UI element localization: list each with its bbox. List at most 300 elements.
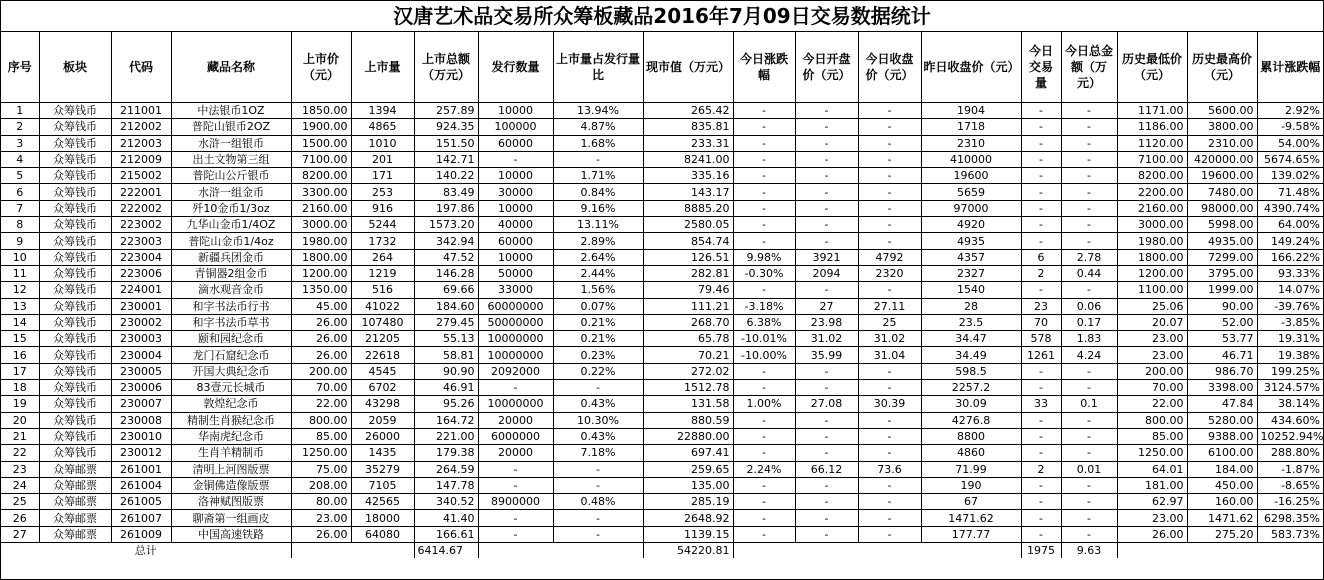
- table-cell: -: [478, 380, 553, 396]
- table-cell: -: [858, 200, 921, 216]
- table-cell: -: [858, 151, 921, 167]
- table-cell: -39.76%: [1257, 298, 1323, 314]
- table-cell: 916: [351, 200, 414, 216]
- table-cell: 221.00: [414, 428, 478, 444]
- table-cell: -: [1061, 363, 1117, 379]
- table-cell: -: [795, 510, 858, 526]
- table-cell: 6100.00: [1187, 445, 1257, 461]
- table-cell: -: [858, 119, 921, 135]
- table-cell: 100000: [478, 119, 553, 135]
- table-cell: 184.00: [1187, 461, 1257, 477]
- table-cell: 3000.00: [291, 217, 351, 233]
- table-cell: 3: [1, 135, 39, 151]
- table-cell: 201: [351, 151, 414, 167]
- table-cell: -: [733, 168, 795, 184]
- table-cell: 22880.00: [643, 428, 733, 444]
- table-cell: 516: [351, 282, 414, 298]
- table-cell: 230002: [111, 314, 171, 330]
- table-cell: 230003: [111, 331, 171, 347]
- table-cell: 出土文物第三组: [171, 151, 291, 167]
- table-row: [1, 135, 1323, 151]
- table-cell: 7100.00: [1117, 151, 1187, 167]
- table-cell: 23.98: [795, 314, 858, 330]
- column-header: 今日总金额（万元）: [1061, 32, 1117, 103]
- table-cell: -: [1061, 412, 1117, 428]
- table-cell: 212009: [111, 151, 171, 167]
- table-cell: -: [733, 184, 795, 200]
- table-cell: 众筹钱币: [39, 233, 111, 249]
- table-cell: -: [1021, 445, 1061, 461]
- table-cell: 8800: [921, 428, 1021, 444]
- table-cell: 4792: [858, 249, 921, 265]
- table-cell: 30.09: [921, 396, 1021, 412]
- table-cell: 1435: [351, 445, 414, 461]
- table-cell: -: [1061, 494, 1117, 510]
- table-cell: 340.52: [414, 494, 478, 510]
- table-cell: 1900.00: [291, 119, 351, 135]
- table-cell: 50000000: [478, 314, 553, 330]
- table-cell: -: [1021, 103, 1061, 119]
- table-cell: 578: [1021, 331, 1061, 347]
- table-cell: 8900000: [478, 494, 553, 510]
- table-cell: 19600: [921, 168, 1021, 184]
- table-cell: 众筹钱币: [39, 200, 111, 216]
- table-cell: 23.00: [291, 510, 351, 526]
- table-cell: 1904: [921, 103, 1021, 119]
- table-cell: -: [1061, 526, 1117, 542]
- empty-cell: [291, 543, 414, 559]
- table-cell: 85.00: [291, 428, 351, 444]
- table-cell: -: [733, 103, 795, 119]
- column-header: 上市价（元）: [291, 32, 351, 103]
- table-cell: 190: [921, 477, 1021, 493]
- table-cell: 华南虎纪念币: [171, 428, 291, 444]
- table-cell: 13: [1, 298, 39, 314]
- table-cell: -: [858, 510, 921, 526]
- table-cell: 1980.00: [291, 233, 351, 249]
- table-cell: -: [1021, 135, 1061, 151]
- table-cell: -: [733, 282, 795, 298]
- table-cell: 26.00: [1117, 526, 1187, 542]
- table-cell: 2200.00: [1117, 184, 1187, 200]
- column-header: 累计涨跌幅: [1257, 32, 1323, 103]
- table-cell: -: [858, 428, 921, 444]
- table-cell: 261007: [111, 510, 171, 526]
- table-cell: 28: [921, 298, 1021, 314]
- table-cell: 5998.00: [1187, 217, 1257, 233]
- table-cell: 410000: [921, 151, 1021, 167]
- table-cell: 众筹钱币: [39, 412, 111, 428]
- column-header: 历史最高价（元）: [1187, 32, 1257, 103]
- table-cell: -: [478, 526, 553, 542]
- table-cell: 27.08: [795, 396, 858, 412]
- table-cell: -10.00%: [733, 347, 795, 363]
- table-cell: 230012: [111, 445, 171, 461]
- table-cell: 2327: [921, 265, 1021, 281]
- table-cell: -: [1061, 168, 1117, 184]
- table-cell: 34.49: [921, 347, 1021, 363]
- table-cell: 9.16%: [553, 200, 643, 216]
- table-cell: 27: [795, 298, 858, 314]
- table-cell: 261005: [111, 494, 171, 510]
- table-row: [1, 151, 1323, 167]
- table-cell: 264.59: [414, 461, 478, 477]
- table-cell: 1186.00: [1117, 119, 1187, 135]
- table-row: [1, 445, 1323, 461]
- table-cell: 223003: [111, 233, 171, 249]
- table-cell: -: [733, 217, 795, 233]
- table-cell: 10000: [478, 103, 553, 119]
- table-cell: 4935.00: [1187, 233, 1257, 249]
- table-cell: 8885.20: [643, 200, 733, 216]
- table-cell: 23.00: [1117, 347, 1187, 363]
- table-cell: 3800.00: [1187, 119, 1257, 135]
- table-cell: 1: [1, 103, 39, 119]
- table-cell: 1573.20: [414, 217, 478, 233]
- table-cell: 2: [1021, 265, 1061, 281]
- table-cell: 184.60: [414, 298, 478, 314]
- table-cell: 20000: [478, 445, 553, 461]
- table-cell: 1.00%: [733, 396, 795, 412]
- table-cell: -: [478, 151, 553, 167]
- table-cell: 7: [1, 200, 39, 216]
- table-cell: 5: [1, 168, 39, 184]
- table-cell: 697.41: [643, 445, 733, 461]
- table-cell: 38.14%: [1257, 396, 1323, 412]
- table-cell: 31.02: [858, 331, 921, 347]
- table-cell: 47.52: [414, 249, 478, 265]
- table-cell: 342.94: [414, 233, 478, 249]
- table-cell: 1.56%: [553, 282, 643, 298]
- table-cell: 53.77: [1187, 331, 1257, 347]
- table-cell: -: [1021, 363, 1061, 379]
- table-cell: 中法银币1OZ: [171, 103, 291, 119]
- table-cell: 230006: [111, 380, 171, 396]
- table-cell: 22618: [351, 347, 414, 363]
- table-cell: 1.71%: [553, 168, 643, 184]
- table-cell: 54.00%: [1257, 135, 1323, 151]
- table-row: [1, 217, 1323, 233]
- table-cell: 47.84: [1187, 396, 1257, 412]
- table-cell: 275.20: [1187, 526, 1257, 542]
- table-cell: 0.1: [1061, 396, 1117, 412]
- table-cell: 19.38%: [1257, 347, 1323, 363]
- table-cell: 和字书法币草书: [171, 314, 291, 330]
- table-cell: 5600.00: [1187, 103, 1257, 119]
- table-cell: 1850.00: [291, 103, 351, 119]
- table-cell: 24: [1, 477, 39, 493]
- table-cell: 2.64%: [553, 249, 643, 265]
- table-cell: -: [733, 380, 795, 396]
- table-cell: 普陀山公斤银币: [171, 168, 291, 184]
- table-cell: 众筹邮票: [39, 461, 111, 477]
- table-cell: 1139.15: [643, 526, 733, 542]
- column-header: 今日收盘价（元）: [858, 32, 921, 103]
- table-cell: 66.12: [795, 461, 858, 477]
- table-cell: -: [858, 233, 921, 249]
- table-cell: 26.00: [291, 314, 351, 330]
- header-row: [1, 32, 1323, 103]
- table-cell: 215002: [111, 168, 171, 184]
- table-cell: 164.72: [414, 412, 478, 428]
- table-cell: 222001: [111, 184, 171, 200]
- table-cell: 普陀山金币1/4oz: [171, 233, 291, 249]
- table-cell: 众筹钱币: [39, 265, 111, 281]
- table-cell: 众筹钱币: [39, 249, 111, 265]
- table-cell: 212003: [111, 135, 171, 151]
- table-cell: 19600.00: [1187, 168, 1257, 184]
- table-cell: -: [733, 200, 795, 216]
- table-cell: 众筹邮票: [39, 494, 111, 510]
- table-cell: 0.43%: [553, 428, 643, 444]
- table-cell: 0.01: [1061, 461, 1117, 477]
- table-cell: 335.16: [643, 168, 733, 184]
- table-cell: 139.02%: [1257, 168, 1323, 184]
- empty-cell: [478, 543, 643, 559]
- table-cell: -: [858, 494, 921, 510]
- table-cell: 75.00: [291, 461, 351, 477]
- table-cell: 146.28: [414, 265, 478, 281]
- table-cell: -: [733, 151, 795, 167]
- table-cell: 0.43%: [553, 396, 643, 412]
- table-cell: -: [1021, 200, 1061, 216]
- table-cell: -: [1061, 428, 1117, 444]
- table-cell: -10.01%: [733, 331, 795, 347]
- table-cell: 1.83: [1061, 331, 1117, 347]
- table-cell: 40000: [478, 217, 553, 233]
- table-cell: 60000: [478, 233, 553, 249]
- table-cell: 70: [1021, 314, 1061, 330]
- table-cell: -: [795, 282, 858, 298]
- table-cell: -9.58%: [1257, 119, 1323, 135]
- total-label: 总计: [1, 543, 291, 559]
- table-cell: 179.38: [414, 445, 478, 461]
- table-cell: 1250.00: [291, 445, 351, 461]
- table-cell: 126.51: [643, 249, 733, 265]
- table-cell: -: [795, 184, 858, 200]
- table-cell: 0.07%: [553, 298, 643, 314]
- table-cell: 众筹钱币: [39, 347, 111, 363]
- table-cell: 272.02: [643, 363, 733, 379]
- table-cell: 22.00: [291, 396, 351, 412]
- table-cell: 131.58: [643, 396, 733, 412]
- table-cell: 880.59: [643, 412, 733, 428]
- table-cell: 264: [351, 249, 414, 265]
- table-cell: 歼10金币1/3oz: [171, 200, 291, 216]
- table-cell: 18000: [351, 510, 414, 526]
- table-cell: 1394: [351, 103, 414, 119]
- table-cell: -: [553, 461, 643, 477]
- table-cell: 25.06: [1117, 298, 1187, 314]
- column-header: 上市量: [351, 32, 414, 103]
- table-cell: -: [795, 412, 858, 428]
- column-header: 今日交易量: [1021, 32, 1061, 103]
- table-cell: 230008: [111, 412, 171, 428]
- table-cell: 1732: [351, 233, 414, 249]
- table-cell: -: [553, 380, 643, 396]
- table-cell: 众筹钱币: [39, 331, 111, 347]
- table-cell: 12: [1, 282, 39, 298]
- table-cell: -: [858, 282, 921, 298]
- table-cell: 33000: [478, 282, 553, 298]
- table-cell: 0.21%: [553, 314, 643, 330]
- table-cell: 1200.00: [291, 265, 351, 281]
- table-cell: 13.94%: [553, 103, 643, 119]
- table-cell: 26.00: [291, 331, 351, 347]
- table-row: [1, 477, 1323, 493]
- table-cell: 83.49: [414, 184, 478, 200]
- table-row: [1, 396, 1323, 412]
- table-cell: 34.47: [921, 331, 1021, 347]
- table-cell: 1980.00: [1117, 233, 1187, 249]
- table-cell: 58.81: [414, 347, 478, 363]
- table-cell: 新疆兵团金币: [171, 249, 291, 265]
- table-cell: 3300.00: [291, 184, 351, 200]
- table-cell: -: [733, 135, 795, 151]
- table-row: [1, 103, 1323, 119]
- table-cell: 水浒一组金币: [171, 184, 291, 200]
- table-cell: 6702: [351, 380, 414, 396]
- table-cell: 众筹邮票: [39, 510, 111, 526]
- table-cell: 1800.00: [291, 249, 351, 265]
- table-cell: -: [858, 135, 921, 151]
- table-cell: 31.02: [795, 331, 858, 347]
- table-cell: 90.00: [1187, 298, 1257, 314]
- table-cell: 45.00: [291, 298, 351, 314]
- table-cell: 986.70: [1187, 363, 1257, 379]
- table-cell: 55.13: [414, 331, 478, 347]
- table-cell: 2310.00: [1187, 135, 1257, 151]
- table-cell: 199.25%: [1257, 363, 1323, 379]
- table-cell: 10000000: [478, 331, 553, 347]
- table-cell: 2059: [351, 412, 414, 428]
- table-cell: 4860: [921, 445, 1021, 461]
- table-cell: -: [795, 217, 858, 233]
- table-cell: 6000000: [478, 428, 553, 444]
- table-cell: -: [858, 526, 921, 542]
- table-cell: 31.04: [858, 347, 921, 363]
- table-cell: -: [795, 363, 858, 379]
- table-cell: 0.06: [1061, 298, 1117, 314]
- table-cell: 107480: [351, 314, 414, 330]
- table-row: [1, 265, 1323, 281]
- table-cell: 普陀山银币2OZ: [171, 119, 291, 135]
- table-cell: -: [1021, 380, 1061, 396]
- table-cell: 1718: [921, 119, 1021, 135]
- table-cell: 2: [1021, 461, 1061, 477]
- table-cell: 颐和园纪念币: [171, 331, 291, 347]
- table-cell: 1512.78: [643, 380, 733, 396]
- table-cell: 众筹钱币: [39, 396, 111, 412]
- table-cell: 43298: [351, 396, 414, 412]
- table-cell: 3000.00: [1117, 217, 1187, 233]
- table-cell: 93.33%: [1257, 265, 1323, 281]
- table-cell: 1120.00: [1117, 135, 1187, 151]
- table-cell: 85.00: [1117, 428, 1187, 444]
- table-cell: -: [733, 526, 795, 542]
- table-cell: 5674.65%: [1257, 151, 1323, 167]
- table-cell: 7299.00: [1187, 249, 1257, 265]
- table-cell: 23.00: [1117, 331, 1187, 347]
- table-cell: -: [858, 412, 921, 428]
- table-cell: 79.46: [643, 282, 733, 298]
- table-cell: 洛神赋图版票: [171, 494, 291, 510]
- table-cell: 854.74: [643, 233, 733, 249]
- column-header: 今日开盘价（元）: [795, 32, 858, 103]
- table-cell: 41.40: [414, 510, 478, 526]
- empty-cell: [1117, 543, 1323, 559]
- table-cell: -: [1021, 184, 1061, 200]
- table-cell: 众筹钱币: [39, 151, 111, 167]
- table-cell: 7480.00: [1187, 184, 1257, 200]
- table-cell: 166.22%: [1257, 249, 1323, 265]
- table-row: [1, 380, 1323, 396]
- table-cell: 46.91: [414, 380, 478, 396]
- table-cell: 35279: [351, 461, 414, 477]
- table-cell: 1100.00: [1117, 282, 1187, 298]
- table-cell: -: [733, 363, 795, 379]
- table-cell: 46.71: [1187, 347, 1257, 363]
- table-cell: -0.30%: [733, 265, 795, 281]
- table-cell: -: [1021, 168, 1061, 184]
- table-cell: 7100.00: [291, 151, 351, 167]
- table-cell: 200.00: [1117, 363, 1187, 379]
- table-cell: 2094: [795, 265, 858, 281]
- total-listing-amount: 6414.67: [414, 543, 478, 559]
- table-cell: 4: [1, 151, 39, 167]
- table-cell: 95.26: [414, 396, 478, 412]
- table-cell: 众筹钱币: [39, 445, 111, 461]
- table-cell: 1219: [351, 265, 414, 281]
- table-cell: -: [1061, 217, 1117, 233]
- table-cell: 22: [1, 445, 39, 461]
- table-cell: 223002: [111, 217, 171, 233]
- table-cell: -3.85%: [1257, 314, 1323, 330]
- column-header: 昨日收盘价（元）: [921, 32, 1021, 103]
- table-cell: -: [795, 233, 858, 249]
- table-cell: 敦煌纪念币: [171, 396, 291, 412]
- table-cell: -: [858, 103, 921, 119]
- table-cell: 200.00: [291, 363, 351, 379]
- table-cell: -: [1061, 151, 1117, 167]
- table-cell: 15: [1, 331, 39, 347]
- table-cell: 42565: [351, 494, 414, 510]
- table-cell: 30.39: [858, 396, 921, 412]
- table-cell: 9: [1, 233, 39, 249]
- table-cell: 8241.00: [643, 151, 733, 167]
- table-cell: 835.81: [643, 119, 733, 135]
- table-cell: 1200.00: [1117, 265, 1187, 281]
- table-cell: 177.77: [921, 526, 1021, 542]
- table-row: [1, 168, 1323, 184]
- table-cell: 2.89%: [553, 233, 643, 249]
- table-cell: 233.31: [643, 135, 733, 151]
- table-cell: 230004: [111, 347, 171, 363]
- table-cell: 160.00: [1187, 494, 1257, 510]
- table-cell: 259.65: [643, 461, 733, 477]
- table-cell: -: [733, 510, 795, 526]
- table-cell: 2.24%: [733, 461, 795, 477]
- column-header: 藏品名称: [171, 32, 291, 103]
- table-cell: 20000: [478, 412, 553, 428]
- table-cell: 222002: [111, 200, 171, 216]
- table-cell: 0.48%: [553, 494, 643, 510]
- table-cell: 282.81: [643, 265, 733, 281]
- table-cell: 21: [1, 428, 39, 444]
- table-cell: -1.87%: [1257, 461, 1323, 477]
- table-cell: 223006: [111, 265, 171, 281]
- table-cell: 2310: [921, 135, 1021, 151]
